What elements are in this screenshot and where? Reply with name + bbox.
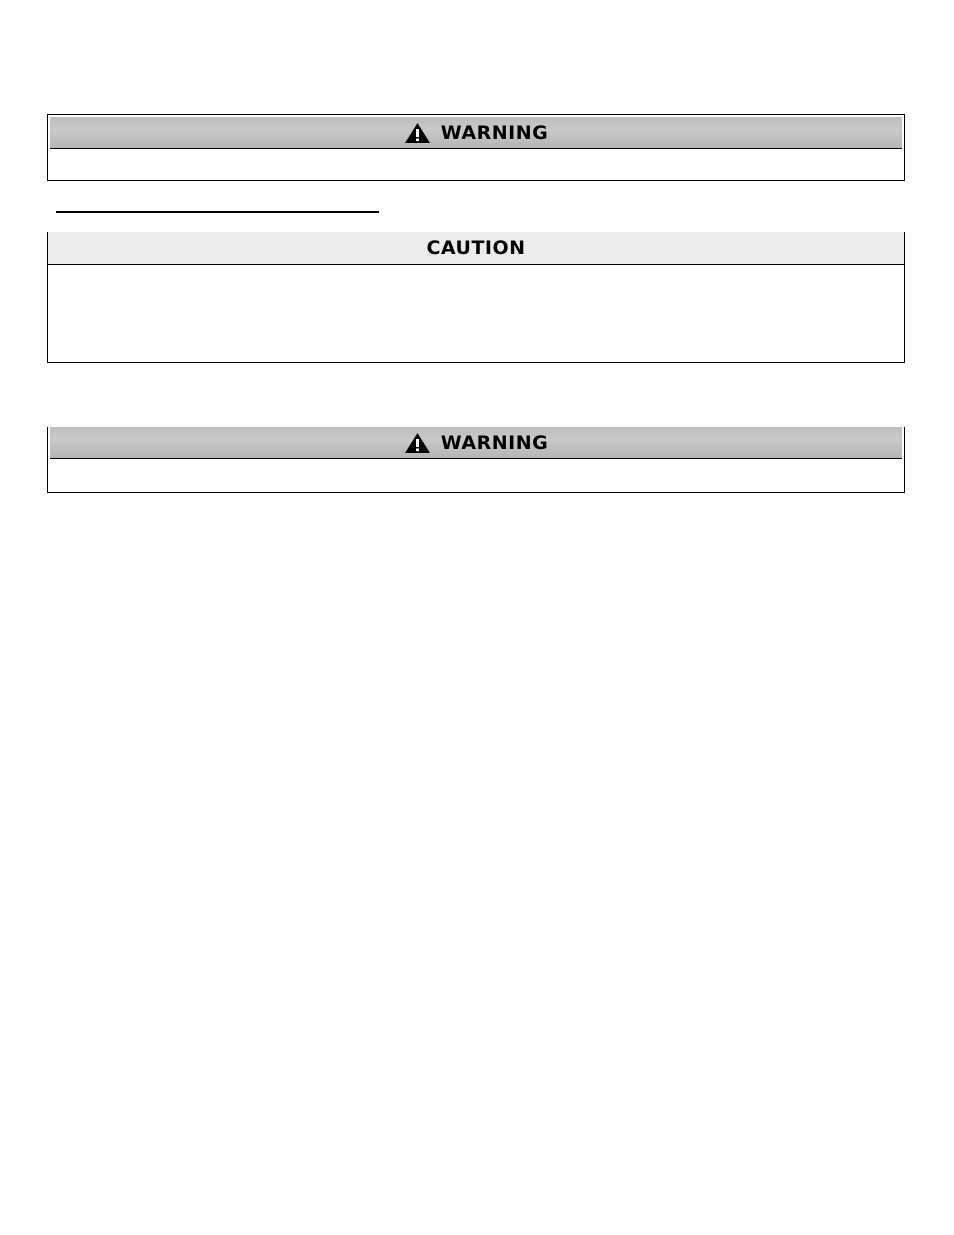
warning-header-bar	[50, 117, 902, 149]
caution-title: CAUTION	[426, 237, 526, 259]
warning-triangle-icon	[404, 122, 431, 144]
caution-header-bar	[48, 232, 904, 265]
caution-notice-box	[47, 232, 905, 363]
warning-header-bar	[50, 427, 902, 459]
warning-notice-box	[47, 114, 905, 181]
warning-title: WARNING	[440, 121, 549, 144]
warning-title: WARNING	[440, 431, 549, 454]
warning-notice-box	[47, 427, 905, 493]
section-heading-underline	[56, 211, 379, 213]
warning-triangle-icon	[404, 432, 431, 454]
